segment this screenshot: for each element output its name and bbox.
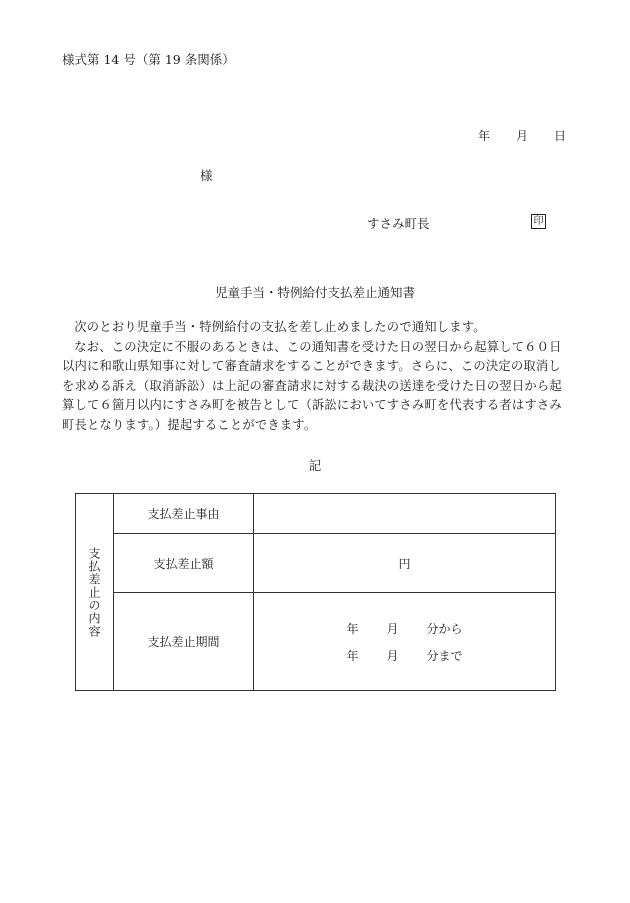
ki-heading: 記 — [308, 458, 322, 473]
period-to-year: 年 — [346, 648, 359, 663]
reason-value — [254, 494, 556, 534]
notice-paragraph-2: なお、この決定に不服のあるときは、この通知書を受けた日の翌日から起算して６０日以内に和歌山県知事に対して審査請求をすることができます。さらに、この決定の取消しを求める訴え（取消訴訟）は上記の審査請求に対する裁決の送達を受けた日の翌日から起算して６箇月以内にすさみ町を被告として（訴訟においてすさみ町を代表する者はすさみ町長となります。）提起することができます。 — [62, 339, 562, 432]
amount-value — [254, 534, 556, 593]
date-line — [478, 127, 566, 144]
date-year: 年 — [478, 129, 491, 143]
period-from — [254, 620, 555, 637]
period-label: 支払差止期間 — [114, 593, 254, 691]
period-to — [254, 647, 555, 664]
period-from-year: 年 — [346, 621, 359, 636]
addressee-suffix: 様 — [200, 168, 213, 183]
period-from-month: 月 — [386, 621, 399, 636]
period-to-suffix: 分まで — [426, 648, 463, 663]
period-to-month: 月 — [386, 648, 399, 663]
form-number-label: 様式第 14 号（第 19 条関係） — [62, 52, 235, 67]
notice-paragraph-1: 次のとおり児童手当・特例給付の支払を差し止めましたので通知します。 — [74, 320, 486, 334]
date-day: 日 — [554, 129, 567, 143]
issuer-name: すさみ町長 — [367, 216, 430, 231]
date-month: 月 — [516, 129, 529, 143]
details-group-label: 支払差止の内容 — [76, 494, 114, 691]
period-from-suffix: 分から — [426, 621, 463, 636]
seal-mark: 印 — [531, 214, 546, 229]
amount-label: 支払差止額 — [114, 534, 254, 593]
amount-unit: 円 — [398, 556, 411, 571]
period-value — [254, 593, 556, 691]
suspension-details-table — [75, 493, 556, 691]
reason-label: 支払差止事由 — [114, 494, 254, 534]
notice-body — [62, 318, 568, 435]
document-title: 児童手当・特例給付支払差止通知書 — [214, 285, 415, 300]
